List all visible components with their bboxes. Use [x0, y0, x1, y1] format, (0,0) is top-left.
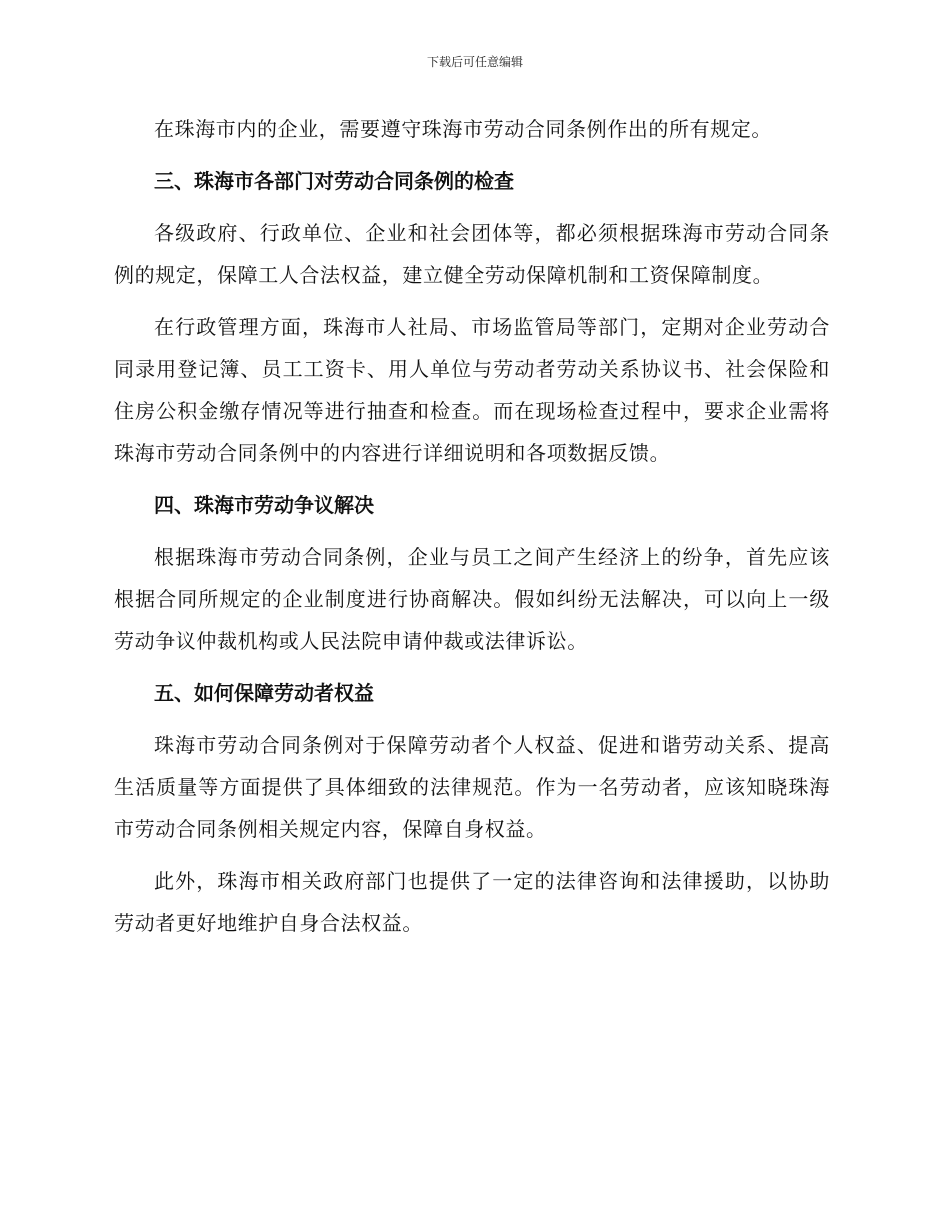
paragraph-5: 珠海市劳动合同条例对于保障劳动者个人权益、促进和谐劳动关系、提高生活质量等方面提供了具体细致的法律规范。作为一名劳动者，应该知晓珠海市劳动合同条例相关规定内容，保障自身权益。 [114, 733, 830, 841]
paragraph-4: 根据珠海市劳动合同条例，企业与员工之间产生经济上的纷争，首先应该根据合同所规定的企业制度进行协商解决。假如纠纷无法解决，可以向上一级劳动争议仲裁机构或人民法院申请仲裁或法律诉讼。 [114, 545, 830, 653]
section-heading-4: 四、珠海市劳动争议解决 [154, 493, 374, 517]
paragraph-6: 此外，珠海市相关政府部门也提供了一定的法律咨询和法律援助，以协助劳动者更好地维护自身合法权益。 [114, 869, 830, 935]
page-header-note: 下载后可任意编辑 [426, 55, 523, 69]
paragraph-1: 在珠海市内的企业，需要遵守珠海市劳动合同条例作出的所有规定。 [154, 117, 772, 141]
paragraph-2: 各级政府、行政单位、企业和社会团体等，都必须根据珠海市劳动合同条例的规定，保障工人合法权益，建立健全劳动保障机制和工资保障制度。 [114, 221, 830, 287]
section-heading-3: 三、珠海市各部门对劳动合同条例的检查 [154, 169, 514, 193]
paragraph-3: 在行政管理方面，珠海市人社局、市场监管局等部门，定期对企业劳动合同录用登记簿、员工工资卡、用人单位与劳动者劳动关系协议书、社会保险和住房公积金缴存情况等进行抽查和检查。而在现场检查过程中，要求企业需将珠海市劳动合同条例中的内容进行详细说明和各项数据反馈。 [114, 315, 830, 465]
section-heading-5: 五、如何保障劳动者权益 [154, 681, 374, 705]
document-body [114, 108, 830, 944]
